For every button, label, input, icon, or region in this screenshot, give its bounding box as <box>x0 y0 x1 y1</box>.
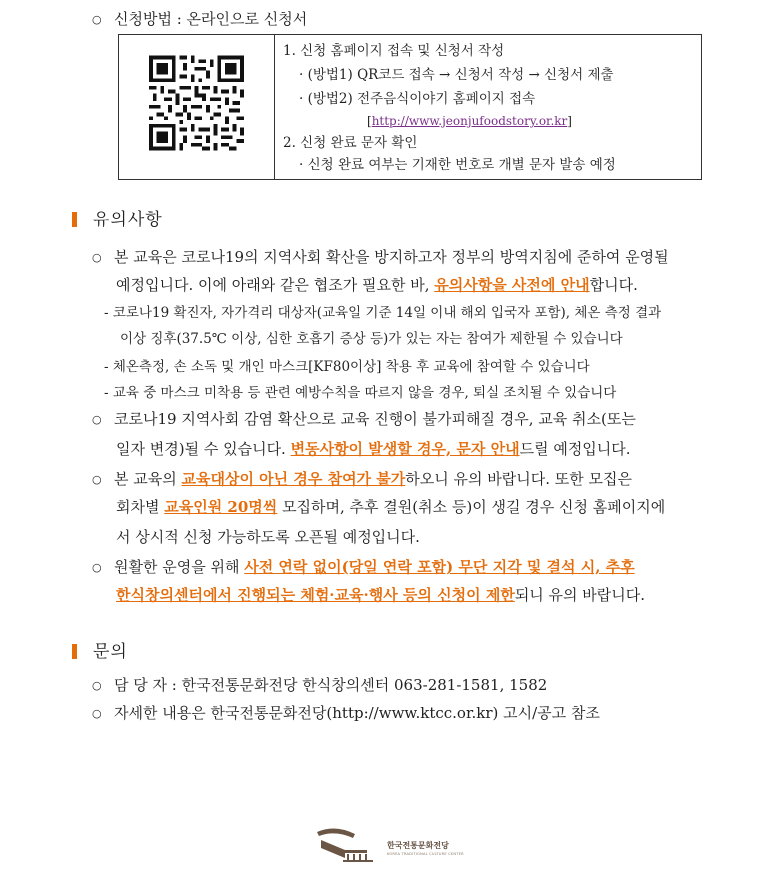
note-sub2: - 체온측정, 손 소독 및 개인 마스크[KF80이상] 착용 후 교육에 참여할 수 있습니다 <box>104 359 590 375</box>
note-p4-line1: ○ 원활한 운영을 위해 사전 연락 없이(당일 연락 포함) 무단 지각 및 결석 시, 추후 <box>92 558 635 576</box>
note-p1-line1: ○ 본 교육은 코로나19의 지역사회 확산을 방지하고자 정부의 방역지침에 준하여 운영될 <box>92 248 669 266</box>
apply-step1: 1. 신청 홈페이지 접속 및 신청서 작성 <box>283 43 505 59</box>
note-p3-line1: ○ 본 교육의 교육대상이 아닌 경우 참여가 불가하오니 유의 바랍니다. 또한 모집은 <box>92 470 632 488</box>
highlight-text: 사전 연락 없이(당일 연락 포함) 무단 지각 및 결석 시, 추후 <box>244 558 635 576</box>
logo-name: 한국전통문화전당 <box>387 841 449 850</box>
qr-code-icon[interactable] <box>149 55 244 151</box>
apply-step2: 2. 신청 완료 문자 확인 <box>283 135 418 151</box>
ktcc-logo <box>315 826 465 866</box>
note-sub1-line2: 이상 징후(37.5℃ 이상, 심한 호흡기 증상 등)가 있는 자는 참여가 제한될 수 있습니다 <box>120 331 623 347</box>
apply-method2: · (방법2) 전주음식이야기 홈페이지 접속 <box>299 91 536 107</box>
highlight-text: 유의사항을 사전에 안내 <box>434 276 590 294</box>
note-sub3: - 교육 중 마스크 미착용 등 관련 예방수칙을 따르지 않을 경우, 퇴실 조치될 수 있습니다 <box>104 385 617 401</box>
contact-line2: ○ 자세한 내용은 한국전통문화전당(http://www.ktcc.or.kr) 고시/공고 참조 <box>92 704 600 722</box>
note-p3-line2: 회차별 교육인원 20명씩 모집하며, 추후 결원(취소 등)이 생길 경우 신청 홈페이지에 <box>116 498 666 516</box>
apply-info-box <box>118 34 702 180</box>
section-marker-icon <box>72 212 77 227</box>
note-sub1-line1: - 코로나19 확진자, 자가격리 대상자(교육일 기준 14일 이내 해외 입국자 포함), 체온 측정 결과 <box>104 305 662 321</box>
note-p1-line2: 예정입니다. 이에 아래와 같은 협조가 필요한 바, 유의사항을 사전에 안내합니다. <box>116 276 638 294</box>
note-p3-line3: 서 상시적 신청 가능하도록 오픈될 예정입니다. <box>116 528 420 546</box>
contact-heading: 문의 <box>72 640 128 664</box>
note-p2-line1: ○ 코로나19 지역사회 감염 확산으로 교육 진행이 불가피해질 경우, 교육 취소(또는 <box>92 410 636 428</box>
apply-method1: · (방법1) QR코드 접속 → 신청서 작성 → 신청서 제출 <box>299 67 614 83</box>
apply-method-line <box>92 8 307 31</box>
qr-cell <box>119 35 275 179</box>
highlight-text: 한식창의센터에서 진행되는 체험·교육·행사 등의 신청이 제한 <box>116 586 515 604</box>
logo-subtitle: KOREA TRADITIONAL CULTURE CENTER <box>387 852 464 856</box>
logo-emblem-icon <box>315 826 385 866</box>
section-marker-icon <box>72 644 77 659</box>
homepage-link[interactable]: http://www.jeonjufoodstory.or.kr <box>371 114 568 128</box>
note-p4-line2: 한식창의센터에서 진행되는 체험·교육·행사 등의 신청이 제한되니 유의 바랍니다. <box>116 586 646 604</box>
contact-line1: ○ 담 당 자 : 한국전통문화전당 한식창의센터 063-281-1581, 1582 <box>92 676 548 694</box>
apply-method-text: 신청방법 : 온라인으로 신청서 <box>114 10 308 28</box>
notes-heading: 유의사항 <box>72 208 163 232</box>
highlight-text: 변동사항이 발생할 경우, 문자 안내 <box>290 440 520 458</box>
apply-step2-detail: · 신청 완료 여부는 기재한 번호로 개별 문자 발송 예정 <box>299 157 616 173</box>
highlight-text: 교육인원 20명씩 <box>164 498 278 516</box>
highlight-text: 교육대상이 아닌 경우 참여가 불가 <box>181 470 406 488</box>
note-p2-line2: 일자 변경)될 수 있습니다. 변동사항이 발생할 경우, 문자 안내드릴 예정입니다. <box>116 440 631 458</box>
circle-bullet: ○ <box>92 13 102 26</box>
apply-url-line: [http://www.jeonjufoodstory.or.kr] <box>367 114 572 128</box>
